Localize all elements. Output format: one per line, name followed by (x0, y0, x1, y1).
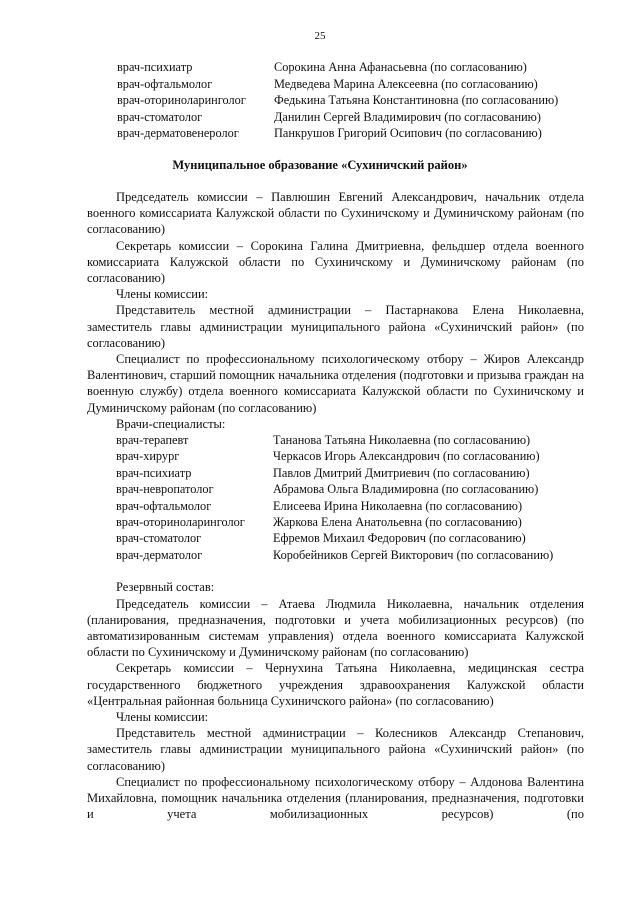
top-doctor-list (117, 59, 617, 142)
doctor-name: Жаркова Елена Анатольевна (по согласованию) (273, 515, 522, 530)
list-item (116, 432, 576, 448)
doctor-name: Панкрушов Григорий Осипович (по согласованию) (274, 126, 542, 141)
list-item (117, 92, 617, 109)
doctor-name: Медведева Марина Алексеевна (по согласованию) (274, 76, 538, 91)
admin-rep-paragraph: Представитель местной администрации – Пастарнакова Елена Николаевна, заместитель главы администрации муниципального района «Сухиничский район» (по согласованию) (87, 303, 584, 350)
doctor-name: Коробейников Сергей Викторович (по согласованию) (273, 547, 554, 562)
document-body (87, 189, 584, 822)
doctor-role: врач-психиатр (117, 60, 193, 74)
list-item (116, 481, 576, 497)
doctor-role: врач-стоматолог (117, 109, 203, 124)
doctor-name: Черкасов Игорь Александрович (по согласованию) (273, 449, 540, 464)
doctor-name: Федькина Татьяна Константиновна (по согласованию) (274, 93, 559, 108)
list-item (116, 530, 576, 546)
doctor-role: врач-хирург (116, 449, 180, 464)
chairman-paragraph: Председатель комиссии – Павлюшин Евгений Александрович, начальник отдела военного комиссариата Калужской области по Сухиничскому и Думиничскому районам (по согласованию) (87, 190, 584, 237)
list-item (116, 547, 576, 563)
reserve-members-label: Члены комиссии: (116, 709, 209, 724)
doctor-name: Елисеева Ирина Николаевна (по согласованию) (273, 498, 523, 513)
doctor-list (116, 432, 576, 563)
reserve-chairman-paragraph: Председатель комиссии – Атаева Людмила Николаевна, начальник отделения (планирования, предназначения, подготовки и учета мобилизационных ресурсов) (по автоматизированным системам управления) отдела военного комиссариата Калужской области по Сухиничскому и Думиничскому районам (по согласованию) (87, 596, 584, 660)
list-item (116, 514, 576, 530)
doctor-role: врач-дерматолог (116, 547, 203, 562)
psych-specialist-paragraph: Специалист по профессиональному психологическому отбору – Жиров Александр Валентинович, старший помощник начальника отделения (подготовки и призыва граждан на военную службу) отдела военного комиссариата Калужской области по Сухиничскому и Думиничскому районам (по согласованию) (87, 352, 584, 415)
reserve-admin-rep-paragraph: Представитель местной администрации – Колесников Александр Степанович, заместитель главы администрации муниципального района «Сухиничский район» (по согласованию) (87, 726, 584, 773)
list-item (117, 125, 617, 142)
doctor-name: Данилин Сергей Владимирович (по согласованию) (274, 109, 541, 124)
doctor-name: Ефремов Михаил Федорович (по согласованию) (273, 531, 526, 546)
members-label: Члены комиссии: (116, 287, 209, 302)
doctor-role: врач-дерматовенеролог (117, 126, 239, 141)
section-heading: Муниципальное образование «Сухиничский район» (172, 158, 468, 172)
list-item (117, 59, 617, 76)
reserve-secretary-paragraph: Секретарь комиссии – Чернухина Татьяна Николаевна, медицинская сестра государственного бюджетного учреждения здравоохранения Калужской области «Центральная районная больница Сухиничского района» (по согласованию) (87, 661, 584, 708)
doctor-name: Абрамова Ольга Владимировна (по согласованию) (273, 482, 539, 497)
doctor-role: врач-оториноларинголог (117, 93, 246, 108)
doctor-role: врач-стоматолог (116, 531, 202, 546)
list-item (116, 448, 576, 464)
doctor-role: врач-психиатр (116, 465, 192, 480)
list-item (116, 498, 576, 514)
page-number: 25 (314, 30, 326, 42)
doctor-role: врач-невропатолог (116, 482, 214, 497)
doctors-label: Врачи-специалисты: (116, 416, 226, 431)
list-item (116, 465, 576, 481)
doctor-name: Сорокина Анна Афанасьевна (по согласованию) (274, 60, 527, 74)
reserve-label: Резервный состав: (116, 580, 215, 595)
spacer (87, 563, 584, 579)
secretary-paragraph: Секретарь комиссии – Сорокина Галина Дмитриевна, фельдшер отдела военного комиссариата Калужской области по Сухиничскому и Думиничскому районам (по согласованию) (87, 238, 584, 286)
doctor-role: врач-терапевт (116, 433, 189, 448)
doctor-name: Павлов Дмитрий Дмитриевич (по согласованию) (273, 465, 530, 480)
reserve-psych-specialist-paragraph: Специалист по профессиональному психологическому отбору – Алдонова Валентина Михайловна, помощник начальника отделения (планирования, предназначения, подготовки и учета мобилизационных ресурсов) (по (87, 774, 584, 822)
doctor-role: врач-оториноларинголог (116, 515, 245, 530)
list-item (117, 109, 617, 126)
doctor-name: Тананова Татьяна Николаевна (по согласованию) (273, 433, 531, 448)
list-item (117, 76, 617, 93)
doctor-role: врач-офтальмолог (117, 76, 213, 91)
doctor-role: врач-офтальмолог (116, 498, 212, 513)
